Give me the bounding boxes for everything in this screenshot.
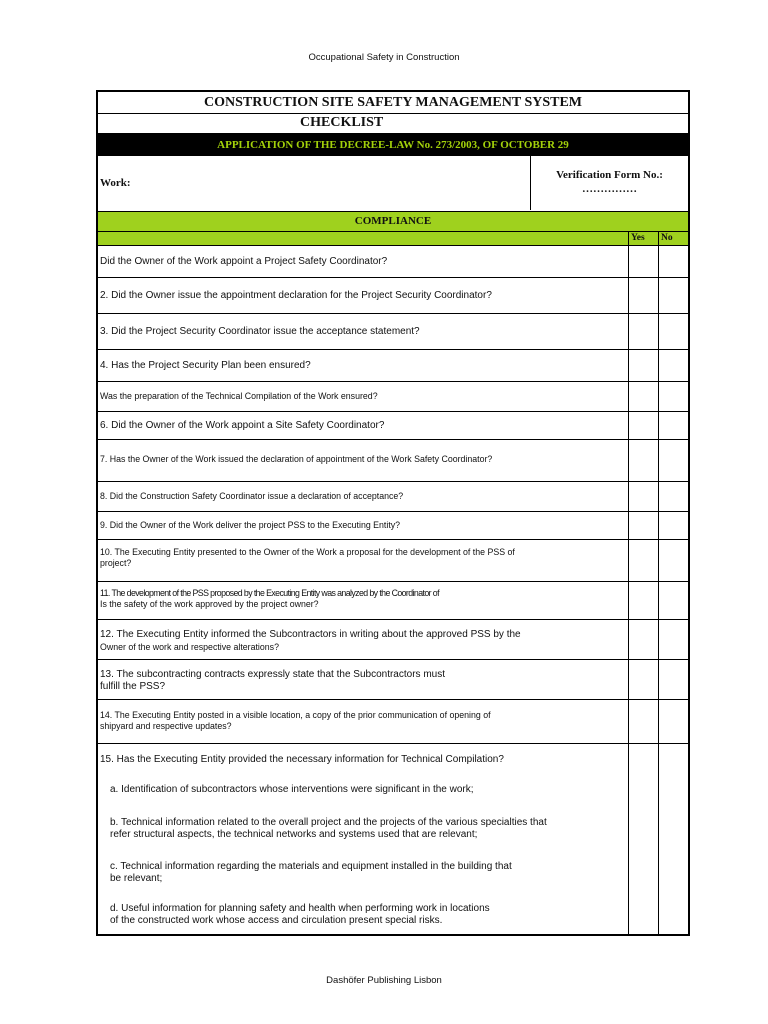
no-checkbox[interactable] (658, 620, 659, 659)
no-checkbox[interactable] (658, 278, 659, 313)
question-row (98, 482, 688, 512)
yes-checkbox[interactable] (628, 314, 629, 349)
yes-checkbox[interactable] (628, 278, 629, 313)
question-text (100, 669, 624, 693)
question-text: Was the preparation of the Technical Compilation of the Work ensured? (100, 391, 378, 401)
yes-checkbox[interactable] (628, 246, 629, 277)
sub-item-line: b. Technical information related to the overall project and the projects of the various specialties that (110, 817, 547, 828)
no-checkbox[interactable] (658, 660, 659, 699)
checklist-form (96, 90, 690, 936)
no-checkbox[interactable] (658, 744, 659, 934)
question-row (98, 350, 688, 382)
no-checkbox[interactable] (658, 540, 659, 581)
sub-item (110, 861, 620, 885)
no-checkbox[interactable] (658, 440, 659, 481)
yes-checkbox[interactable] (628, 512, 629, 539)
no-checkbox[interactable] (658, 382, 659, 411)
question-text (100, 547, 624, 569)
yes-checkbox[interactable] (628, 660, 629, 699)
question-line: project? (100, 558, 132, 568)
question-line: shipyard and respective updates? (100, 721, 232, 731)
question-text: 7. Has the Owner of the Work issued the declaration of appointment of the Work Safety Coordinator? (100, 454, 493, 464)
sub-item-line: refer structural aspects, the technical networks and systems used that are relevant; (110, 829, 478, 840)
yes-checkbox[interactable] (628, 582, 629, 619)
question-row (98, 620, 688, 660)
question-line: 13. The subcontracting contracts expressly state that the Subcontractors must (100, 669, 445, 680)
no-checkbox[interactable] (658, 350, 659, 381)
question-text (100, 588, 624, 610)
question-text: 2. Did the Owner issue the appointment declaration for the Project Security Coordinator? (100, 290, 492, 301)
page-footer: Dashöfer Publishing Lisbon (326, 975, 442, 986)
yes-checkbox[interactable] (628, 482, 629, 511)
question-line: Owner of the work and respective alterations? (100, 642, 279, 652)
verification-form-cell (530, 156, 688, 210)
verification-label: Verification Form No.: (556, 169, 663, 181)
yes-checkbox[interactable] (628, 440, 629, 481)
no-checkbox[interactable] (658, 246, 659, 277)
question-text: 6. Did the Owner of the Work appoint a Site Safety Coordinator? (100, 420, 385, 431)
form-subtitle: CHECKLIST (98, 114, 688, 134)
sub-item-line: of the constructed work whose access and circulation present special risks. (110, 915, 443, 926)
no-checkbox[interactable] (658, 482, 659, 511)
no-checkbox[interactable] (658, 582, 659, 619)
sub-item-line: be relevant; (110, 873, 163, 884)
question-row (98, 382, 688, 412)
question-line: Is the safety of the work approved by the project owner? (100, 599, 319, 609)
question-row (98, 744, 688, 934)
question-row (98, 700, 688, 744)
question-row (98, 314, 688, 350)
question-text: 3. Did the Project Security Coordinator issue the acceptance statement? (100, 326, 420, 337)
question-row (98, 512, 688, 540)
sub-item (110, 903, 620, 927)
question-text (100, 710, 624, 732)
sub-item-line: c. Technical information regarding the materials and equipment installed in the building that (110, 861, 512, 872)
question-row (98, 540, 688, 582)
question-row (98, 412, 688, 440)
sub-item (110, 784, 620, 796)
question-row (98, 246, 688, 278)
question-line: fulfill the PSS? (100, 681, 166, 692)
question-text: 15. Has the Executing Entity provided the necessary information for Technical Compilation? (100, 754, 504, 765)
yes-checkbox[interactable] (628, 540, 629, 581)
yes-no-header (98, 232, 688, 246)
question-row (98, 278, 688, 314)
sub-item-line: d. Useful information for planning safety and health when performing work in locations (110, 903, 490, 914)
yes-header: Yes (628, 232, 658, 246)
yes-checkbox[interactable] (628, 700, 629, 743)
question-line: 10. The Executing Entity presented to the Owner of the Work a proposal for the development of the PSS of (100, 547, 515, 557)
yes-checkbox[interactable] (628, 620, 629, 659)
question-text: 4. Has the Project Security Plan been ensured? (100, 360, 311, 371)
yes-checkbox[interactable] (628, 744, 629, 934)
verification-value: …………… (582, 183, 637, 195)
work-label: Work: (100, 177, 131, 189)
form-title: CONSTRUCTION SITE SAFETY MANAGEMENT SYSTEM (98, 92, 688, 114)
question-row (98, 582, 688, 620)
question-line: 14. The Executing Entity posted in a visible location, a copy of the prior communication of opening of (100, 710, 491, 720)
no-checkbox[interactable] (658, 314, 659, 349)
no-checkbox[interactable] (658, 700, 659, 743)
page-header: Occupational Safety in Construction (308, 52, 460, 63)
question-line: 11. The development of the PSS proposed by the Executing Entity was analyzed by the Coordinator of (100, 588, 439, 598)
question-text: 8. Did the Construction Safety Coordinator issue a declaration of acceptance? (100, 491, 404, 501)
yes-checkbox[interactable] (628, 350, 629, 381)
question-text: Did the Owner of the Work appoint a Project Safety Coordinator? (100, 256, 388, 267)
no-checkbox[interactable] (658, 412, 659, 439)
sub-item (110, 817, 620, 841)
question-row (98, 660, 688, 700)
compliance-header: COMPLIANCE (98, 212, 688, 232)
question-row (98, 440, 688, 482)
no-header: No (658, 232, 688, 246)
sub-item-line: a. Identification of subcontractors whose interventions were significant in the work; (110, 784, 474, 795)
yes-checkbox[interactable] (628, 412, 629, 439)
question-text (100, 629, 624, 653)
no-checkbox[interactable] (658, 512, 659, 539)
question-text: 9. Did the Owner of the Work deliver the project PSS to the Executing Entity? (100, 520, 401, 530)
decree-banner: APPLICATION OF THE DECREE-LAW No. 273/2003, OF OCTOBER 29 (98, 134, 688, 156)
work-row (98, 156, 688, 212)
yes-checkbox[interactable] (628, 382, 629, 411)
question-line: 12. The Executing Entity informed the Subcontractors in writing about the approved PSS by the (100, 629, 521, 640)
